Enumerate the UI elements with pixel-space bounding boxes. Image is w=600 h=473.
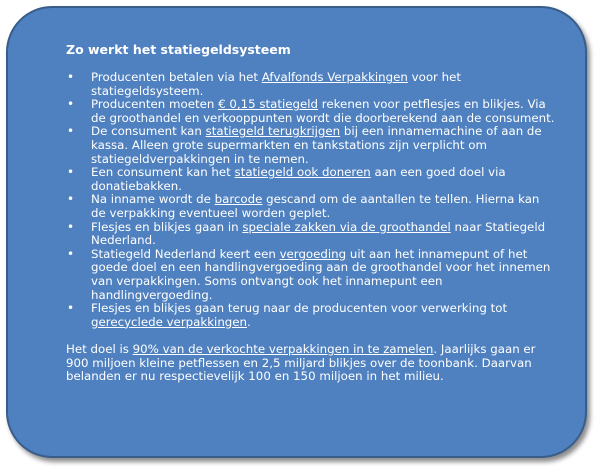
text-segment: Flesjes en blikjes gaan terug naar de producenten voor verwerking tot	[91, 301, 508, 316]
list-item	[66, 248, 555, 302]
list-item	[66, 302, 555, 329]
summary-paragraph	[66, 343, 555, 384]
list-item	[66, 221, 555, 248]
text-segment: Statiegeld Nederland keert een	[91, 246, 280, 261]
text-segment: aan een goed doel via donatiebakken.	[91, 165, 506, 193]
text-segment: bij een innamemachine of aan de kassa. Alleen grote supermarkten en tankstations zijn verplicht om statiegeldverpakkingen in te nemen.	[91, 124, 542, 166]
inline-link[interactable]: € 0,15 statiegeld	[218, 97, 319, 112]
inline-link[interactable]: 90% van de verkochte verpakkingen in te zamelen	[132, 342, 434, 357]
text-segment: Na inname wordt de	[91, 192, 215, 207]
panel-title: Zo werkt het statiegeldsysteem	[66, 42, 291, 57]
list-item	[66, 193, 555, 220]
text-segment: rekenen voor petflesjes en blikjes. Via de groothandel en verkooppunten wordt die doorberekend aan de consument.	[91, 97, 555, 125]
text-segment: Een consument kan het	[91, 165, 235, 180]
text-segment: .	[247, 314, 251, 329]
inline-link[interactable]: Afvalfonds Verpakkingen	[261, 70, 408, 84]
list-item	[66, 166, 555, 193]
text-segment: . Jaarlijks gaan er 900 miljoen kleine petflessen en 2,5 miljard blikjes over de toonbank. Daarvan belanden er nu respectievelijk 100 en 150 miljoen in het milieu.	[66, 342, 536, 384]
inline-link[interactable]: statiegeld ook doneren	[234, 165, 371, 180]
text-segment: Producenten betalen via het	[91, 70, 262, 84]
inline-link[interactable]: gerecyclede verpakkingen	[91, 314, 248, 329]
text-segment: gescand om de aantallen te tellen. Hierna kan de verpakking eventueel worden geplet.	[91, 192, 540, 220]
steps-list	[66, 71, 555, 329]
inline-link[interactable]: speciale zakken via de groothandel	[242, 219, 451, 234]
text-segment: voor het statiegeldsysteem.	[91, 70, 462, 98]
text-segment: uit aan het innamepunt of het goede doel en een handlingvergoeding aan de groothandel voor het innemen van verpakkingen. Soms ontvangt ook het innamepunt een handlingvergoeding.	[91, 246, 551, 302]
inline-link[interactable]: barcode	[214, 192, 263, 207]
list-item	[66, 71, 555, 98]
text-segment: Flesjes en blikjes gaan in	[91, 219, 243, 234]
text-segment: De consument kan	[91, 124, 206, 139]
info-panel	[6, 6, 587, 458]
text-segment: Het doel is	[66, 342, 133, 357]
text-segment: Producenten moeten	[91, 97, 219, 112]
text-segment: naar Statiegeld Nederland.	[91, 219, 546, 248]
inline-link[interactable]: statiegeld terugkrijgen	[205, 124, 341, 139]
inline-link[interactable]: vergoeding	[279, 246, 347, 261]
list-item	[66, 98, 555, 125]
list-item	[66, 125, 555, 166]
